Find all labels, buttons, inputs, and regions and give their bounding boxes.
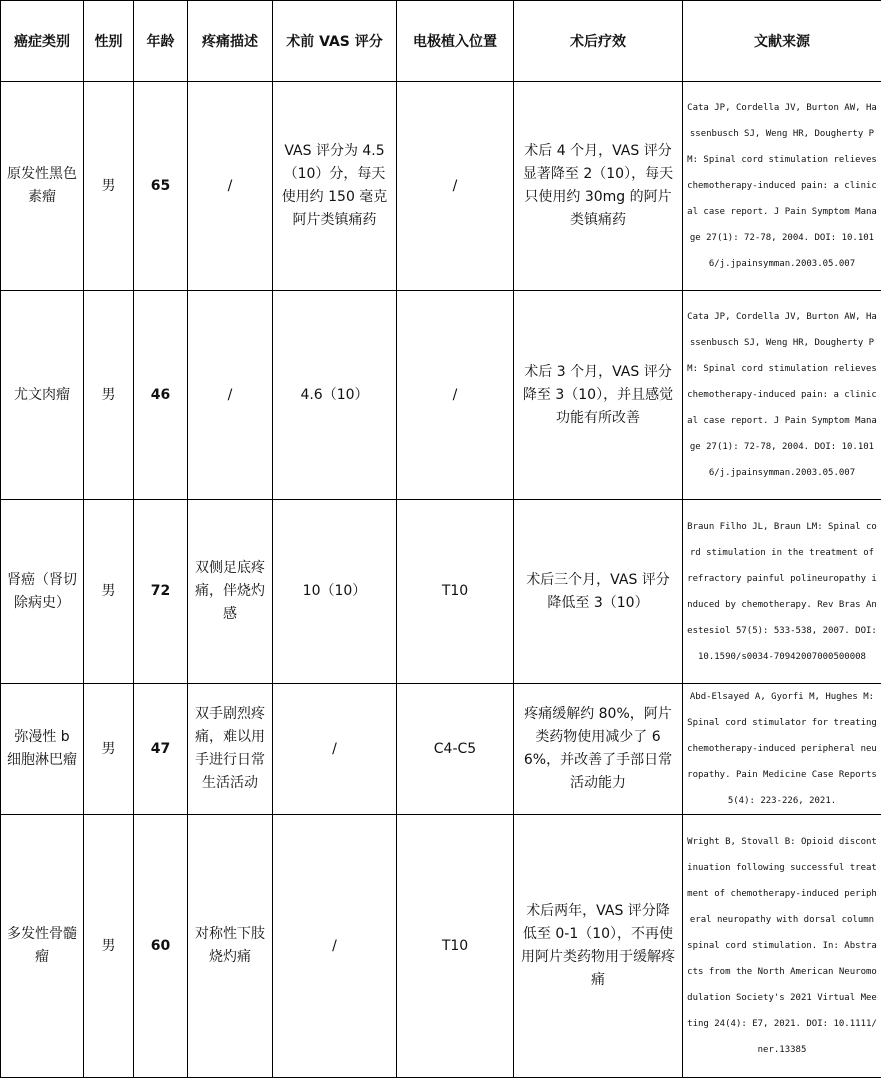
cell-sex: 男 xyxy=(84,82,134,291)
cell-pre-vas: / xyxy=(273,815,397,1078)
table-row xyxy=(1,500,881,684)
cell-pain-description: 双手剧烈疼痛，难以用手进行日常生活活动 xyxy=(188,684,273,815)
cell-reference: Cata JP, Cordella JV, Burton AW, Hassenbusch SJ, Weng HR, Dougherty PM: Spinal cord stimulation relieves chemotherapy-induced pain: a clinical case report. J Pain Symptom Manage 27(1): 72-78, 2004. DOI: 10.1016/j.jpainsymman.2003.05.007 xyxy=(683,291,881,500)
cell-electrode-position: / xyxy=(397,82,514,291)
table-row xyxy=(1,815,881,1078)
header-cancer-type: 癌症类别 xyxy=(1,1,84,82)
cell-pain-description: 对称性下肢烧灼痛 xyxy=(188,815,273,1078)
cell-electrode-position: T10 xyxy=(397,500,514,684)
cell-outcome: 术后 4 个月，VAS 评分显著降至 2（10），每天只使用约 30mg 的阿片类镇痛药 xyxy=(514,82,683,291)
cell-age: 47 xyxy=(134,684,188,815)
cell-pre-vas: VAS 评分为 4.5（10）分，每天使用约 150 毫克阿片类镇痛药 xyxy=(273,82,397,291)
table-row xyxy=(1,684,881,815)
table-row xyxy=(1,82,881,291)
cell-cancer-type: 多发性骨髓瘤 xyxy=(1,815,84,1078)
cell-pre-vas: / xyxy=(273,684,397,815)
header-row xyxy=(1,1,881,82)
cell-outcome: 术后 3 个月，VAS 评分降至 3（10），并且感觉功能有所改善 xyxy=(514,291,683,500)
cell-pain-description: / xyxy=(188,82,273,291)
cell-pain-description: 双侧足底疼痛，伴烧灼感 xyxy=(188,500,273,684)
cell-age: 46 xyxy=(134,291,188,500)
cell-age: 65 xyxy=(134,82,188,291)
cell-age: 72 xyxy=(134,500,188,684)
cell-cancer-type: 弥漫性 b 细胞淋巴瘤 xyxy=(1,684,84,815)
cell-reference: Cata JP, Cordella JV, Burton AW, Hassenbusch SJ, Weng HR, Dougherty PM: Spinal cord stimulation relieves chemotherapy-induced pain: a clinical case report. J Pain Symptom Manage 27(1): 72-78, 2004. DOI: 10.1016/j.jpainsymman.2003.05.007 xyxy=(683,82,881,291)
cell-electrode-position: / xyxy=(397,291,514,500)
header-electrode-position: 电极植入位置 xyxy=(397,1,514,82)
cell-sex: 男 xyxy=(84,500,134,684)
cell-pre-vas: 10（10） xyxy=(273,500,397,684)
cell-outcome: 术后两年，VAS 评分降低至 0-1（10），不再使用阿片类药物用于缓解疼痛 xyxy=(514,815,683,1078)
cell-cancer-type: 尤文肉瘤 xyxy=(1,291,84,500)
cell-reference: Braun Filho JL, Braun LM: Spinal cord stimulation in the treatment of refractory painful polineuropathy induced by chemotherapy. Rev Bras Anestesiol 57(5): 533-538, 2007. DOI: 10.1590/s0034-70942007000500008 xyxy=(683,500,881,684)
cell-reference: Wright B, Stovall B: Opioid discontinuation following successful treatment of chemotherapy-induced peripheral neuropathy with dorsal column spinal cord stimulation. In: Abstracts from the North American Neuromodulation Society's 2021 Virtual Meeting 24(4): E7, 2021. DOI: 10.1111/ner.13385 xyxy=(683,815,881,1078)
header-pain-description: 疼痛描述 xyxy=(188,1,273,82)
cell-electrode-position: T10 xyxy=(397,815,514,1078)
cell-outcome: 术后三个月，VAS 评分降低至 3（10） xyxy=(514,500,683,684)
header-outcome: 术后疗效 xyxy=(514,1,683,82)
cell-cancer-type: 原发性黑色素瘤 xyxy=(1,82,84,291)
cell-sex: 男 xyxy=(84,815,134,1078)
table-row xyxy=(1,291,881,500)
cell-electrode-position: C4-C5 xyxy=(397,684,514,815)
cell-cancer-type: 肾癌（肾切除病史） xyxy=(1,500,84,684)
cell-age: 60 xyxy=(134,815,188,1078)
cell-pre-vas: 4.6（10） xyxy=(273,291,397,500)
cell-sex: 男 xyxy=(84,291,134,500)
cell-pain-description: / xyxy=(188,291,273,500)
cell-outcome: 疼痛缓解约 80%，阿片类药物使用减少了 66%，并改善了手部日常活动能力 xyxy=(514,684,683,815)
cell-reference: Abd-Elsayed A, Gyorfi M, Hughes M: Spinal cord stimulator for treating chemotherapy-induced peripheral neuropathy. Pain Medicine Case Reports 5(4): 223-226, 2021. xyxy=(683,684,881,815)
header-age: 年龄 xyxy=(134,1,188,82)
cell-sex: 男 xyxy=(84,684,134,815)
header-reference: 文献来源 xyxy=(683,1,881,82)
header-sex: 性别 xyxy=(84,1,134,82)
header-pre-vas: 术前 VAS 评分 xyxy=(273,1,397,82)
